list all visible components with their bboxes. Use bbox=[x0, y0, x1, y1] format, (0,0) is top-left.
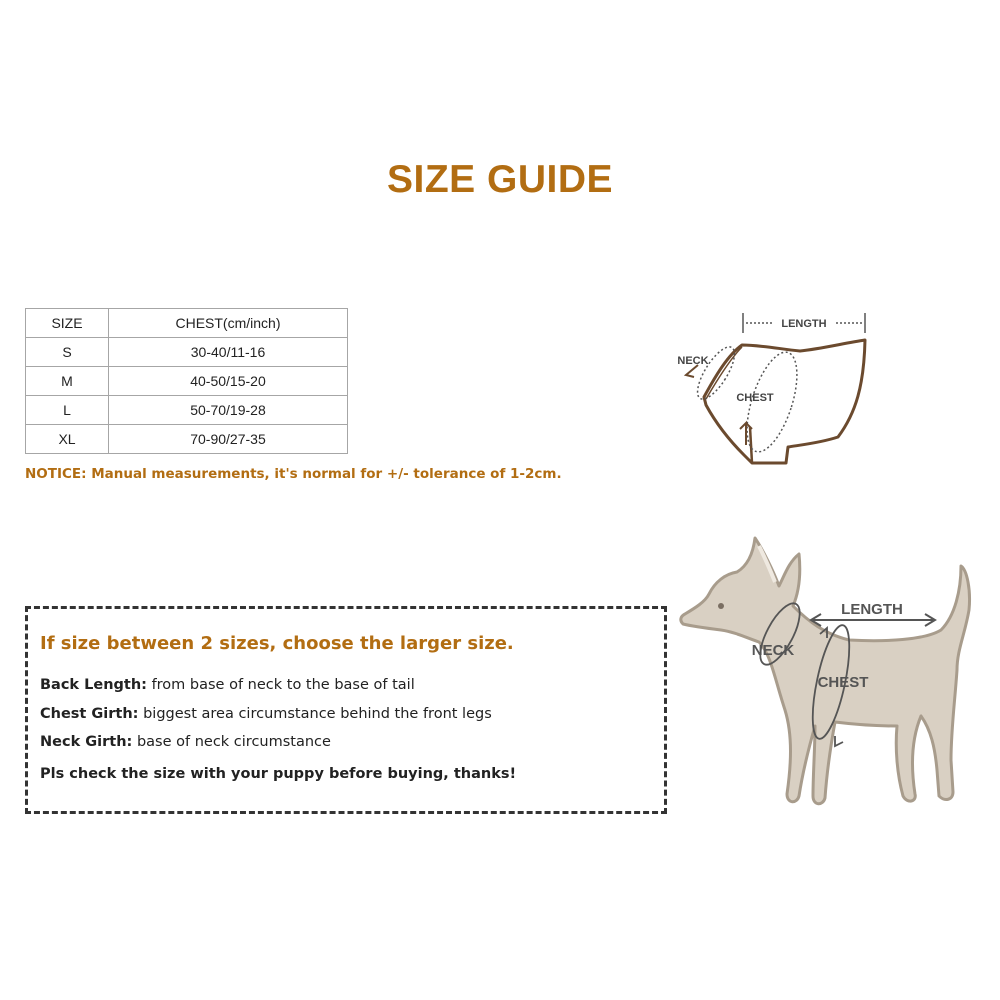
size-cell: M bbox=[26, 367, 109, 396]
chest-girth-text: biggest area circumstance behind the front legs bbox=[143, 706, 492, 722]
tolerance-notice: NOTICE: Manual measurements, it's normal for +/- tolerance of 1-2cm. bbox=[25, 466, 562, 482]
table-header-row bbox=[26, 309, 348, 338]
dog-neck-label: NECK bbox=[751, 642, 795, 659]
header-size: SIZE bbox=[26, 309, 109, 338]
garment-neck-label: NECK bbox=[677, 355, 709, 367]
dog-chest-label: CHEST bbox=[817, 674, 869, 691]
table-row bbox=[26, 425, 348, 454]
garment-diagram bbox=[660, 305, 880, 475]
back-length-label: Back Length: bbox=[40, 677, 147, 693]
table-row bbox=[26, 338, 348, 367]
size-cell: L bbox=[26, 396, 109, 425]
chest-cell: 50-70/19-28 bbox=[109, 396, 348, 425]
size-cell: S bbox=[26, 338, 109, 367]
tip-neck-girth bbox=[40, 734, 331, 750]
garment-outline bbox=[704, 340, 865, 463]
table-row bbox=[26, 396, 348, 425]
tip-chest-girth bbox=[40, 706, 492, 722]
tips-heading: If size between 2 sizes, choose the larger size. bbox=[40, 633, 514, 654]
size-chart-table bbox=[25, 308, 348, 454]
header-chest: CHEST(cm/inch) bbox=[109, 309, 348, 338]
chest-girth-label: Chest Girth: bbox=[40, 706, 139, 722]
sizing-tips-box bbox=[25, 606, 667, 814]
back-length-text: from base of neck to the base of tail bbox=[151, 677, 415, 693]
table-row bbox=[26, 367, 348, 396]
chest-cell: 70-90/27-35 bbox=[109, 425, 348, 454]
neck-girth-label: Neck Girth: bbox=[40, 734, 133, 750]
dog-silhouette bbox=[681, 538, 970, 804]
dog-length-label: LENGTH bbox=[841, 601, 903, 618]
dog-diagram bbox=[675, 530, 995, 820]
chest-cell: 40-50/15-20 bbox=[109, 367, 348, 396]
size-cell: XL bbox=[26, 425, 109, 454]
chest-cell: 30-40/11-16 bbox=[109, 338, 348, 367]
tip-final-note: Pls check the size with your puppy before buying, thanks! bbox=[40, 766, 517, 782]
garment-length-label: LENGTH bbox=[781, 318, 827, 330]
neck-girth-text: base of neck circumstance bbox=[136, 734, 331, 750]
tip-back-length bbox=[40, 677, 415, 693]
garment-chest-label: CHEST bbox=[736, 392, 774, 404]
page-title: SIZE GUIDE bbox=[386, 158, 614, 201]
